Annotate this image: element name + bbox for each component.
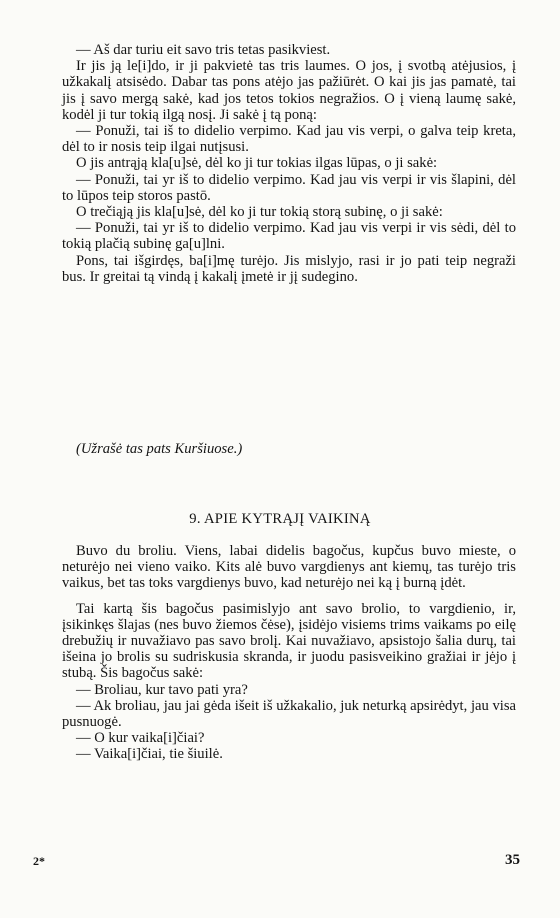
source-note: (Užrašė tas pats Kuršiuose.) (76, 441, 243, 457)
paragraph: — Ponuži, tai yr iš to didelio verpimo. Kad jau vis verpi ir vis šlapini, dėl to lūpos teip storos pastō. (62, 171, 516, 204)
dialogue-line: — Broliau, kur tavo pati yra? (76, 681, 248, 698)
paragraph-gap (62, 592, 516, 601)
signature-mark: 2* (33, 854, 45, 868)
paragraph: Pons, tai išgirdęs, ba[i]mę turėjo. Jis mislyjo, rasi ir jo pati teip negraži bus. Ir greitai tą vindą į kakalį įmetė ir jį sudegino. (62, 252, 516, 285)
story-heading: 9. APIE KYTRĄJĮ VAIKINĄ (189, 511, 371, 527)
paragraph: Tai kartą šis bagočus pasimislyjo ant savo brolio, to vargdienio, ir, įsikinkęs šlajas (nes buvo žiemos čėse), įsidėjo visiems trims vaikams po eilę drebužių ir nuvažiavo pas savo brolį. Kai nuvažiavo, apsistojo šalia durų, tai išeina jo brolis su sudriskusia skranda, ir juodu pasisveikino gražiai ir jėjo į stubą. Šis bagočus sakė: (62, 600, 516, 682)
dialogue-line: — O kur vaika[i]čiai? (76, 730, 205, 747)
paragraph: Buvo du broliu. Viens, labai didelis bagočus, kupčus buvo mieste, o neturėjo nei vieno vaiko. Kits alė buvo vargdienys ant kiemų, tas turėjo tris vaikus, bet tas toks vargdienys buvo, kad neturėjo nei ką į burną įdėt. (62, 543, 516, 592)
dialogue-line: — Ak broliau, jau jai gėda išeit iš užkakalio, juk neturką apsirėdyt, jau visa pusnuogė. (62, 697, 516, 731)
paragraph: Ir jis ją le[i]do, ir ji pakvietė tas tris laumes. O jos, į svotbą atėjusios, į užkakalį atsisėdo. Dabar tas pons atėjo jas pažiūrėt. O kai jis jas pamatė, tai jis į savo mergą sakė, kad jos tetos tokios negražios. O į vieną laumę sakė, kodėl ji tur tokią ilgą nosį. Ji sakė į tą poną: (62, 58, 516, 123)
paragraph: — Ponuži, tai iš to didelio verpimo. Kad jau vis verpi, o galva teip kreta, dėl to ir nosis teip ilgai nutįsusi. (62, 123, 516, 156)
page-number: 35 (505, 852, 520, 868)
dialogue-line: — Vaika[i]čiai, tie šiuilė. (76, 746, 223, 763)
paragraph: O jis antrąją kla[u]sė, dėl ko ji tur tokias ilgas lūpas, o ji sakė: (76, 155, 438, 172)
story-ending-text (62, 42, 516, 285)
paragraph: O trečiąją jis kla[u]sė, dėl ko ji tur tokią storą subinę, o ji sakė: (76, 204, 443, 221)
paragraph: — Aš dar turiu eit savo tris tetas pasikviest. (76, 42, 331, 58)
story-text (62, 543, 516, 763)
paragraph: — Ponuži, tai yr iš to didelio verpimo. Kad jau vis verpi ir vis sėdi, dėl to tokią plačią subinę ga[u]lni. (62, 220, 516, 253)
